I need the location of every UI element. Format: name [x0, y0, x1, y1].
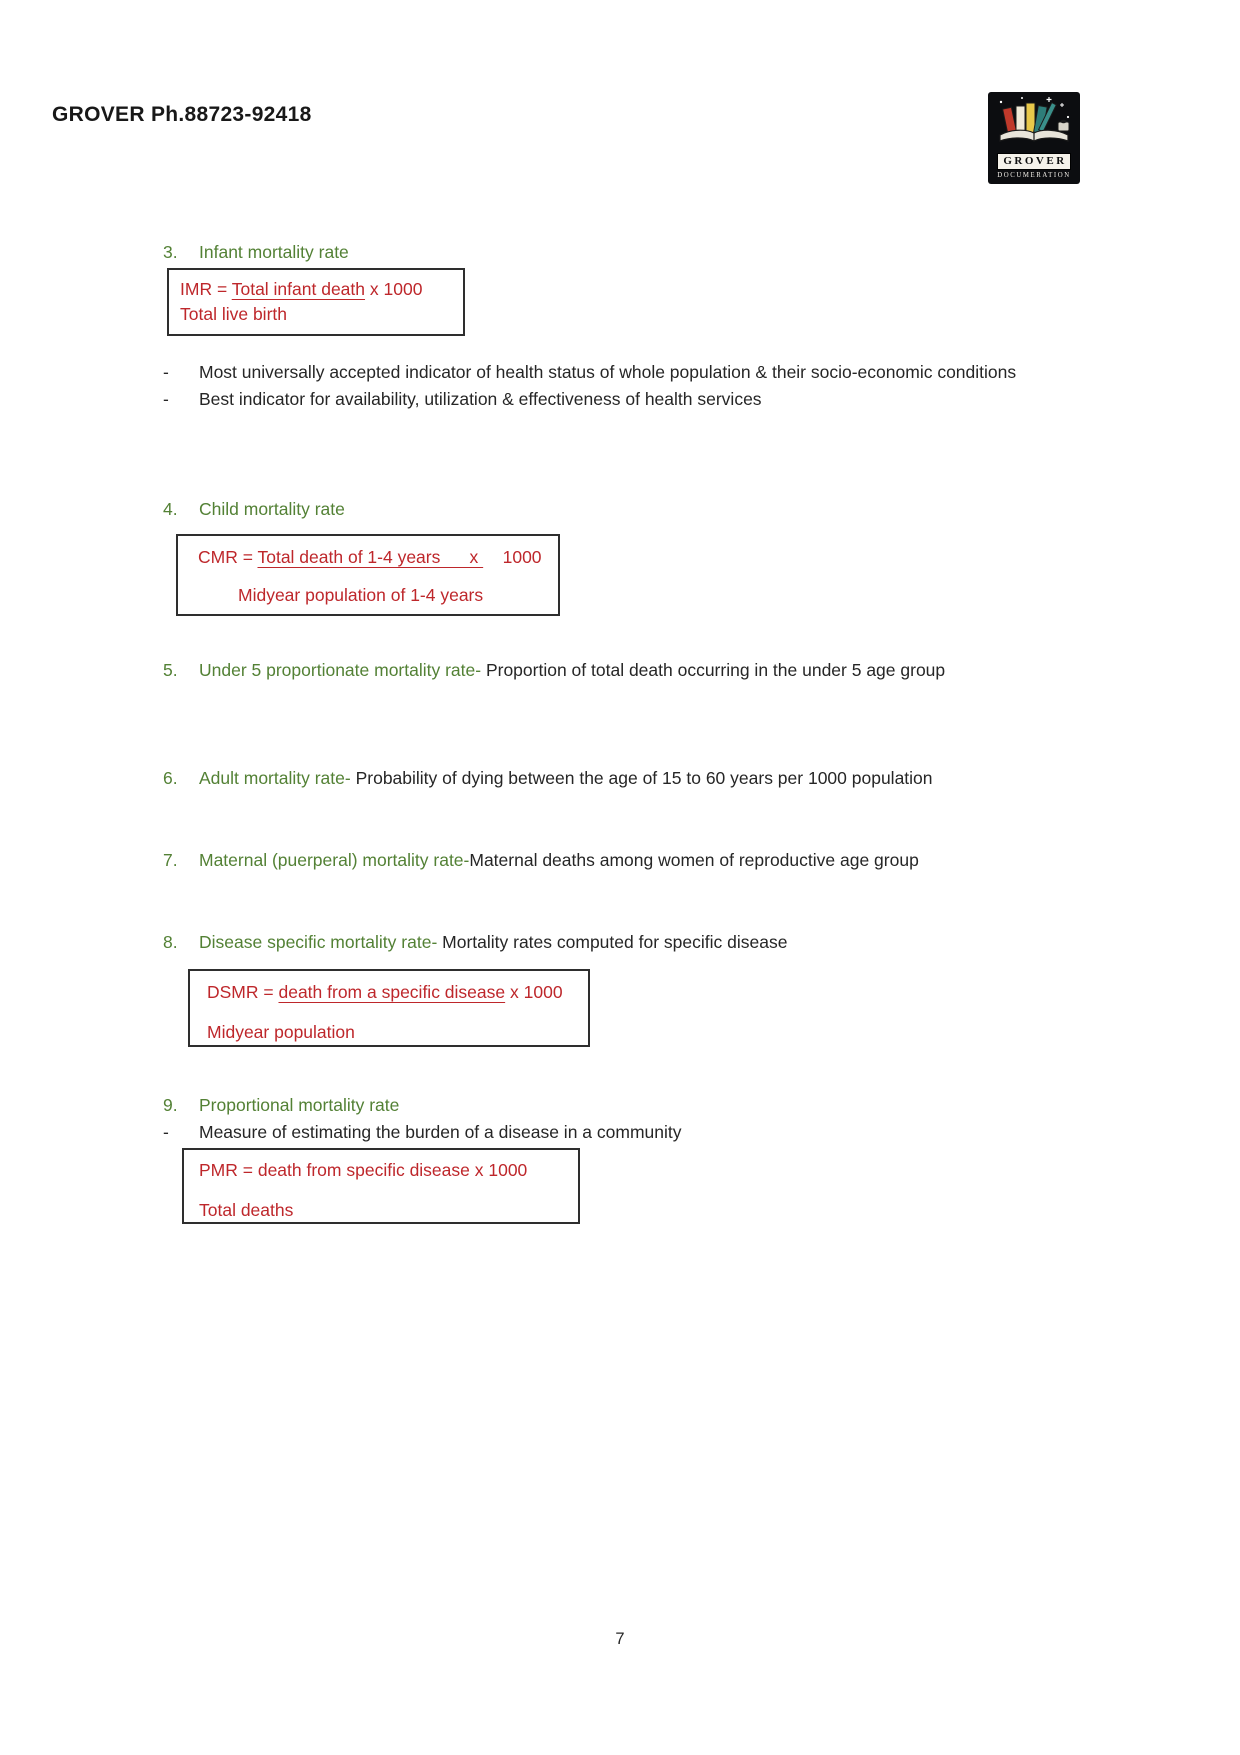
- section-3-title: Infant mortality rate: [199, 242, 349, 262]
- pmr-formula-box: [182, 1148, 580, 1224]
- cmr-formula-box: [176, 534, 560, 616]
- dsmr-formula-line1: DSMR = death from a specific disease x 1000: [207, 982, 563, 1002]
- dash-marker: -: [163, 362, 169, 382]
- doc-header-title: GROVER Ph.88723-92418: [52, 103, 312, 126]
- section-4-number: 4.: [163, 499, 178, 519]
- section-4-title: Child mortality rate: [199, 499, 345, 519]
- section-5-description: Proportion of total death occurring in the under 5 age group: [481, 660, 946, 680]
- dash-marker: -: [163, 1122, 169, 1142]
- section-4-heading: [163, 496, 1123, 523]
- section-7-title: Maternal (puerperal) mortality rate-: [199, 850, 470, 870]
- cmr-formula-line1: CMR = Total death of 1-4 years x 1000: [198, 547, 542, 567]
- pmr-formula-line1: PMR = death from specific disease x 1000: [199, 1160, 528, 1180]
- pmr-notes: [163, 1119, 1093, 1146]
- imr-formula-box: [167, 268, 465, 336]
- section-5-title: Under 5 proportionate mortality rate-: [199, 660, 482, 680]
- section-6-title: Adult mortality rate-: [199, 768, 351, 788]
- section-5: [163, 657, 1043, 684]
- section-8-number: 8.: [163, 932, 178, 952]
- imr-formula-line1: IMR = Total infant death x 1000: [180, 279, 423, 299]
- section-9-number: 9.: [163, 1095, 178, 1115]
- section-8: [163, 929, 1143, 956]
- pmr-note-1: - Measure of estimating the burden of a disease in a community: [163, 1119, 1093, 1146]
- section-9-heading: [163, 1092, 1123, 1119]
- page-number: 7: [615, 1630, 625, 1648]
- logo-name: GROVER: [997, 153, 1070, 170]
- section-8-title: Disease specific mortality rate-: [199, 932, 438, 952]
- imr-note-2: - Best indicator for availability, utilization & effectiveness of health services: [163, 386, 1093, 413]
- cmr-formula-line2: Midyear population of 1-4 years: [238, 585, 484, 605]
- section-5-number: 5.: [163, 660, 178, 680]
- section-3-heading: [163, 239, 1123, 266]
- dash-marker: -: [163, 389, 169, 409]
- section-6: [163, 765, 1143, 792]
- logo-subtitle: DOCUMERATION: [997, 172, 1071, 179]
- imr-notes: [163, 359, 1093, 413]
- section-7: [163, 847, 1143, 874]
- imr-formula-line2: Total live birth: [180, 304, 287, 324]
- books-icon: [992, 95, 1076, 147]
- imr-note-1: - Most universally accepted indicator of health status of whole population & their socio-economic conditions: [163, 359, 1093, 386]
- section-7-description: Maternal deaths among women of reproductive age group: [469, 850, 919, 870]
- section-3-number: 3.: [163, 242, 178, 262]
- section-6-description: Probability of dying between the age of 15 to 60 years per 1000 population: [350, 768, 933, 788]
- section-7-number: 7.: [163, 850, 178, 870]
- dsmr-formula-line2: Midyear population: [207, 1022, 355, 1042]
- dsmr-formula-box: [188, 969, 590, 1047]
- section-6-number: 6.: [163, 768, 178, 788]
- grover-logo: [988, 92, 1080, 184]
- section-8-description: Mortality rates computed for specific disease: [437, 932, 788, 952]
- section-9-title: Proportional mortality rate: [199, 1095, 400, 1115]
- pmr-formula-line2: Total deaths: [199, 1200, 294, 1220]
